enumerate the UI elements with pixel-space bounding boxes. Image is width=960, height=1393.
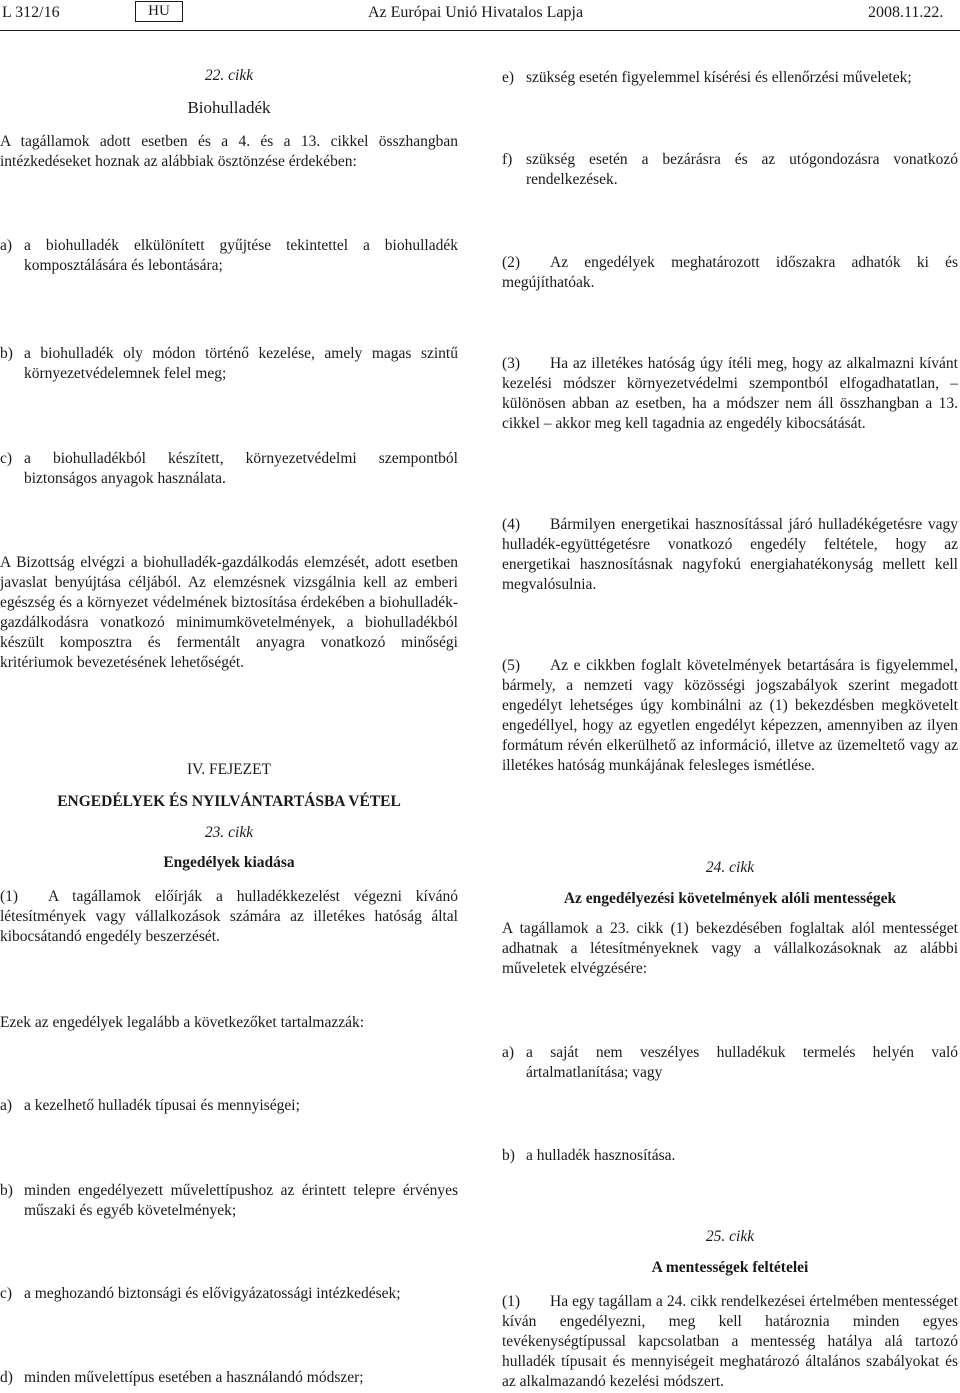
article-23-title: Engedélyek kiadása xyxy=(163,854,295,871)
list-text: a biohulladék elkülönített gyűjtése tekintettel a biohulladék komposztálására és lebontására; xyxy=(24,237,458,274)
list-text: minden művelettípus esetében a használandó módszer; xyxy=(24,1369,364,1386)
list-label: c) xyxy=(0,1285,13,1302)
list-text: a kezelhető hulladék típusai és mennyiségei; xyxy=(24,1097,300,1114)
list-label: a) xyxy=(502,1044,515,1061)
paragraph-3 xyxy=(502,354,958,454)
list-label: f) xyxy=(502,151,513,168)
paragraph-number: (5) xyxy=(502,657,521,674)
list-label: a) xyxy=(0,237,13,254)
paragraph-text: A tagállamok előírják a hulladékkezelést végezni kívánó létesítmények vagy vállalkozások számára az illetékes hatóság által kibocsátandó engedély beszerzését. xyxy=(0,888,458,945)
article-23-number: 23. cikk xyxy=(204,824,254,841)
list-text: a hulladék hasznosítása. xyxy=(526,1147,676,1164)
paragraph-4 xyxy=(502,515,958,595)
paragraph-text: Az e cikkben foglalt követelmények betartására is figyelemmel, bármely, a nemzeti vagy közösségi jogszabályok szerint megadott engedélyt lehetséges úgy kombinálni az (1) bekezdésben megkövetelt engedéllyel, hogy az egyetlen engedélyt képezzen, amennyiben az ilyen formátum révén elkerülhető az információ, illetve az üzemeltető vagy az illetékes hatóság munkájának felesleges ismétlése. xyxy=(502,657,958,774)
permit-item-f xyxy=(502,150,958,190)
paragraph-5 xyxy=(502,656,958,796)
list-text: minden engedélyezett művelettípushoz az érintett telepre érvényes műszaki és egyéb követelmények; xyxy=(24,1182,458,1219)
journal-title: Az Európai Unió Hivatalos Lapja xyxy=(368,4,584,21)
paragraph-number: (2) xyxy=(502,254,521,271)
language-badge: HU xyxy=(135,1,183,22)
list-label: b) xyxy=(0,1182,13,1199)
paragraph-number: (4) xyxy=(502,516,521,533)
paragraph-number: (3) xyxy=(502,355,521,372)
list-label: e) xyxy=(502,69,515,86)
commission-paragraph: A Bizottság elvégzi a biohulladék-gazdálkodás elemzését, adott esetben javaslat benyújtása céljából. Az elemzésnek vizsgálnia kell az emberi egészség és a környezet védelmének biztosítása érdekében a biohulladék-gazdálkodásra vonatkozó minimumkövetelmények, a biohulladékból készült komposztra és fermentált anyagra vonatkozó minőségi kritériumok bevezetésének lehetőségét. xyxy=(0,554,458,671)
header-rule xyxy=(0,30,960,31)
article-24-intro: A tagállamok a 23. cikk (1) bekezdésében foglaltak alól mentességet adhatnak a létesítményeknek vagy a vállalkozásoknak az alábbi műveletek elvégzésére: xyxy=(502,920,958,977)
paragraph-number: (1) xyxy=(502,1293,521,1310)
permit-item-d xyxy=(0,1368,458,1388)
page-header xyxy=(0,0,960,30)
paragraph-2 xyxy=(502,253,958,293)
article-25-number: 25. cikk xyxy=(705,1228,755,1245)
list-label: b) xyxy=(0,345,13,362)
paragraph-number: (1) xyxy=(0,888,19,905)
article-24-number: 24. cikk xyxy=(705,859,755,876)
paragraph-text: Ha az illetékes hatóság úgy ítéli meg, hogy az alkalmazni kívánt kezelési módszer környezetvédelmi szempontból elfogadhatatlan, – különösen abban az esetben, ha a módszer nem áll összhangban a 13. cikkel – akkor meg kell tagadnia az engedély kibocsátását. xyxy=(502,355,958,432)
list-text: a saját nem veszélyes hulladékuk termelés helyén való ártalmatlanítása; vagy xyxy=(526,1044,958,1081)
list-item-b xyxy=(0,344,458,384)
permit-item-b xyxy=(0,1181,458,1221)
article-22-intro: A tagállamok adott esetben és a 4. és a 13. cikkel összhangban intézkedéseket hoznak az alábbiak ösztönzése érdekében: xyxy=(0,133,458,170)
paragraph-text: Az engedélyek meghatározott időszakra adhatók ki és megújíthatóak. xyxy=(502,254,958,291)
list-label: b) xyxy=(502,1147,515,1164)
article-25-paragraph-1 xyxy=(502,1292,958,1392)
list-label: c) xyxy=(0,450,13,467)
permit-item-e xyxy=(502,68,958,88)
article-22-title: Biohulladék xyxy=(187,98,271,117)
exemption-item-a xyxy=(502,1043,958,1083)
issue-number: L 312/16 xyxy=(2,4,60,21)
list-item-c xyxy=(0,449,458,489)
paragraph-1-continuation: Ezek az engedélyek legalább a következőket tartalmazzák: xyxy=(0,1014,365,1031)
chapter-number: IV. FEJEZET xyxy=(186,761,272,778)
publication-date: 2008.11.22. xyxy=(868,4,944,21)
permit-item-a xyxy=(0,1096,458,1116)
paragraph-text: Bármilyen energetikai hasznosítással járó hulladékégetésre vagy hulladék-együttégetésre vonatkozó engedély feltétele, hogy az energetikai hasznosításnak nagyfokú energiahatékonyság mellett kell megvalósulnia. xyxy=(502,516,958,593)
article-25-title: A mentességek feltételei xyxy=(651,1259,809,1276)
permit-item-c xyxy=(0,1284,458,1304)
list-text: a meghozandó biztonsági és elővigyázatossági intézkedések; xyxy=(24,1285,401,1302)
list-text: szükség esetén a bezárásra és az utógondozásra vonatkozó rendelkezések. xyxy=(526,151,958,188)
paragraph-1 xyxy=(0,887,458,947)
chapter-title: ENGEDÉLYEK ÉS NYILVÁNTARTÁSBA VÉTEL xyxy=(57,793,401,810)
paragraph-text: Ha egy tagállam a 24. cikk rendelkezései értelmében mentességet kíván engedélyezni, meg kell határoznia minden egyes tevékenységtípussal kapcsolatban a mentesség hatálya alá tartozó hulladék típusait és mennyiségeit meghatározó általános szabályokat és az alkalmazandó kezelési módszert. xyxy=(502,1293,958,1390)
list-text: a biohulladék oly módon történő kezelése, amely magas szintű környezetvédelemnek felel meg; xyxy=(24,345,458,382)
list-text: szükség esetén figyelemmel kísérési és ellenőrzési műveletek; xyxy=(526,69,912,86)
list-text: a biohulladékból készített, környezetvédelmi szempontból biztonságos anyagok használata. xyxy=(24,450,458,487)
exemption-item-b xyxy=(502,1146,958,1166)
list-label: a) xyxy=(0,1097,13,1114)
article-22-number: 22. cikk xyxy=(204,67,254,84)
list-label: d) xyxy=(0,1369,13,1386)
article-24-title: Az engedélyezési követelmények alóli mentességek xyxy=(563,890,897,907)
list-item-a xyxy=(0,236,458,276)
